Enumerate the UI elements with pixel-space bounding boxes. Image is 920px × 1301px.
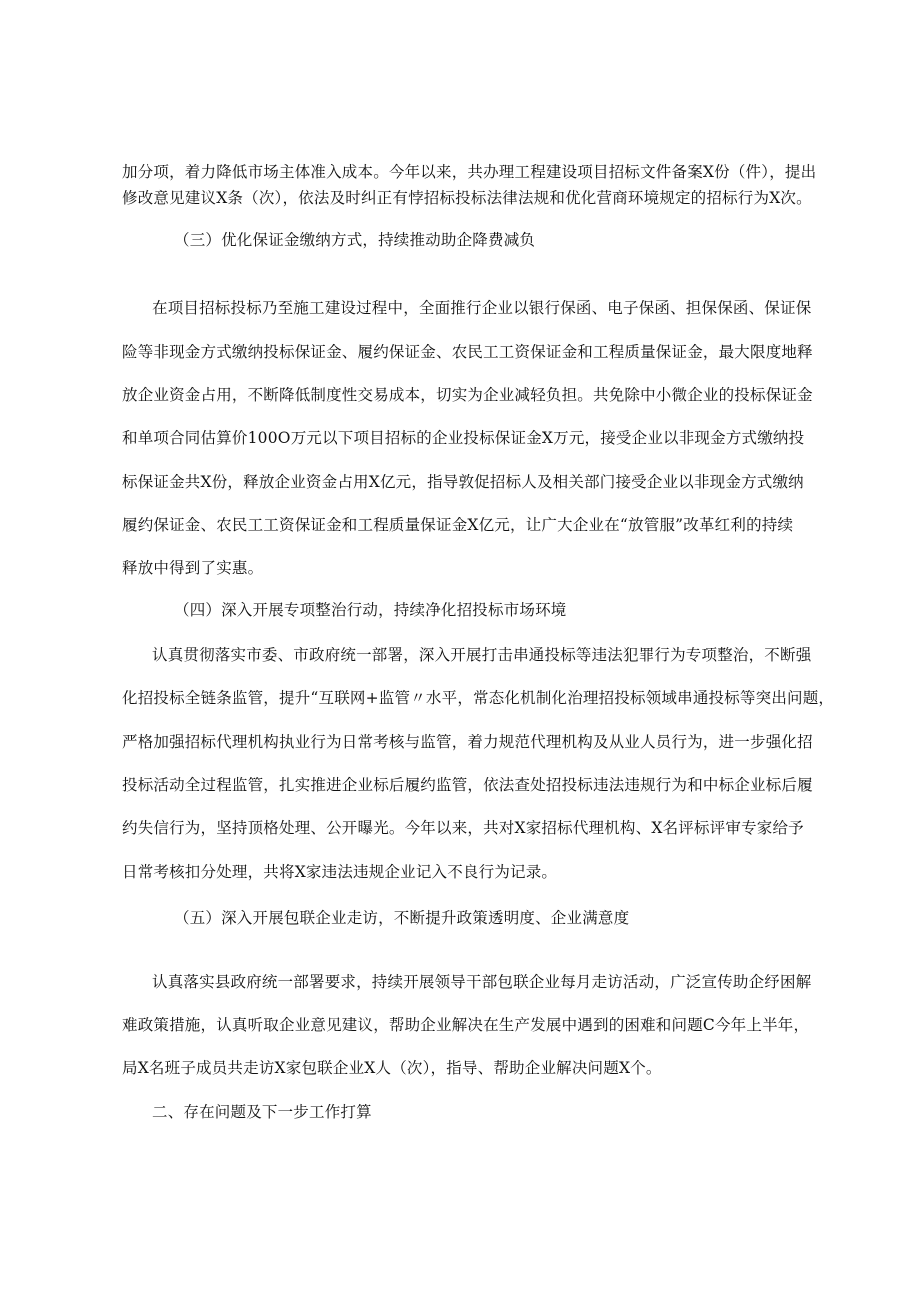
para2-line-1: 在项目招标投标乃至施工建设过程中，全面推行企业以银行保函、电子保函、担保保函、保证保 xyxy=(152,299,812,317)
para1-line-1: 加分项，着力降低市场主体准入成本。今年以来，共办理工程建设项目招标文件备案X份（件），提出 xyxy=(122,163,817,181)
para4-line-1: 认真落实县政府统一部署要求，持续开展领导干部包联企业每月走访活动，广泛宣传助企纾困解 xyxy=(152,973,812,991)
para2-line-4: 和单项合同估算价100O万元以下项目招标的企业投标保证金X万元，接受企业以非现金方式缴纳投 xyxy=(122,429,805,447)
para2-line-6: 履约保证金、农民工工资保证金和工程质量保证金X亿元，让广大企业在“放管服”改革红利的持续 xyxy=(122,516,794,534)
para1-line-2: 修改意见建议X条（次），依法及时纠正有悖招标投标法律法规和优化营商环境规定的招标行为X次。 xyxy=(122,189,812,207)
para4-line-3: 局X名班子成员共走访X家包联企业X人（次），指导、帮助企业解决问题X个。 xyxy=(122,1059,662,1077)
para3-line-2: 化招投标全链条监管，提升“互联网+监管〃水平，常态化机制化治理招投标领域串通投标等突出问题， xyxy=(122,689,835,707)
para3-line-6: 日常考核扣分处理，共将X家违法违规企业记入不良行为记录。 xyxy=(122,863,558,881)
para2-line-3: 放企业资金占用，不断降低制度性交易成本，切实为企业减轻负担。共免除中小微企业的投标保证金 xyxy=(122,386,813,404)
heading-5: （五）深入开展包联企业走访，不断提升政策透明度、企业满意度 xyxy=(174,909,630,927)
heading-4: （四）深入开展专项整治行动，持续净化招投标市场环境 xyxy=(174,601,567,619)
para2-line-5: 标保证金共X份，释放企业资金占用X亿元，指导敦促招标人及相关部门接受企业以非现金方式缴纳 xyxy=(122,473,804,491)
para3-line-3: 严格加强招标代理机构执业行为日常考核与监管，着力规范代理机构及从业人员行为，进一步强化招 xyxy=(122,733,813,751)
para2-line-2: 险等非现金方式缴纳投标保证金、履约保证金、农民工工资保证金和工程质量保证金，最大限度地释 xyxy=(122,343,813,361)
para3-line-4: 投标活动全过程监管，扎实推进企业标后履约监管，依法查处招投标违法违规行为和中标企业标后履 xyxy=(122,776,813,794)
para3-line-5: 约失信行为，坚持顶格处理、公开曝光。今年以来，共对X家招标代理机构、X名评标评审专家给予 xyxy=(122,819,804,837)
para3-line-1: 认真贯彻落实市委、市政府统一部署，深入开展打击串通投标等违法犯罪行为专项整治，不断强 xyxy=(152,646,812,664)
heading-3: （三）优化保证金缴纳方式，持续推动助企降费减负 xyxy=(174,231,536,249)
section-2-heading: 二、存在问题及下一步工作打算 xyxy=(152,1103,372,1121)
para4-line-2: 难政策措施，认真听取企业意见建议，帮助企业解决在生产发展中遇到的困难和问题C今年上半年， xyxy=(122,1016,810,1034)
para2-line-7: 释放中得到了实惠。 xyxy=(122,559,264,577)
